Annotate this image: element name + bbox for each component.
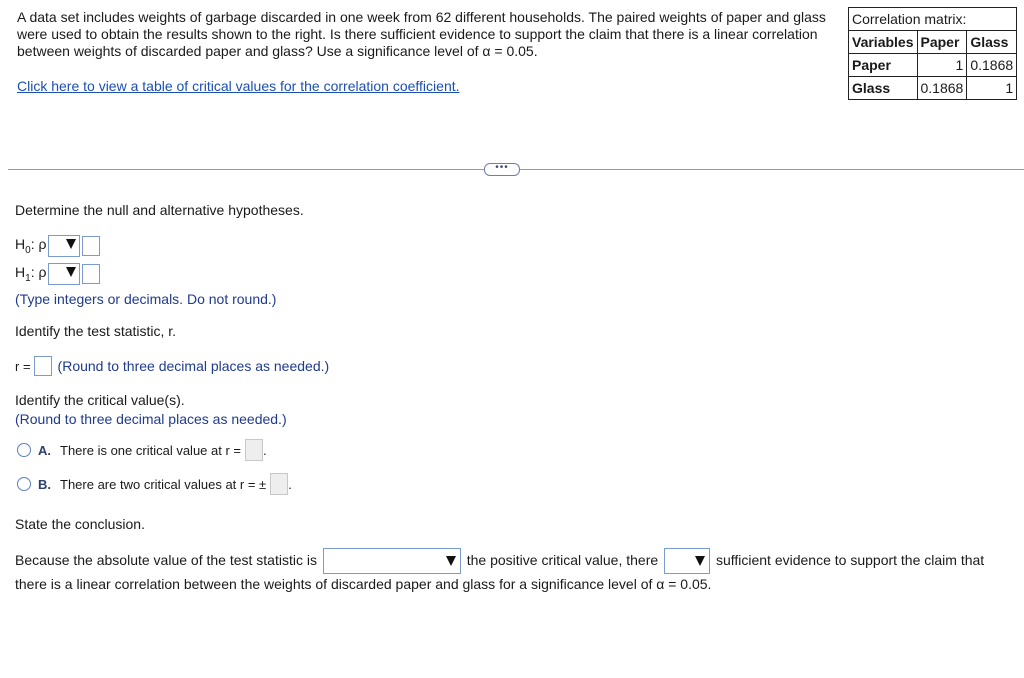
h1-operator-dropdown[interactable] bbox=[48, 263, 80, 285]
matrix-caption: Correlation matrix: bbox=[849, 8, 1017, 31]
h0-value-input[interactable] bbox=[82, 236, 100, 256]
critical-prompt: Identify the critical value(s). bbox=[15, 392, 185, 408]
matrix-row-glass bbox=[849, 77, 1017, 100]
matrix-cell: 1 bbox=[967, 77, 1017, 100]
conclusion-part-2: the positive critical value, there bbox=[466, 552, 659, 568]
h1-row bbox=[15, 263, 100, 285]
h1-value-input[interactable] bbox=[82, 264, 100, 284]
test-stat-label: r = bbox=[15, 358, 31, 374]
critical-values-link[interactable]: Click here to view a table of critical values for the correlation coefficient. bbox=[17, 78, 460, 94]
option-a-radio[interactable] bbox=[17, 443, 31, 457]
test-stat-prompt: Identify the test statistic, r. bbox=[15, 323, 177, 339]
matrix-header-paper: Paper bbox=[917, 31, 967, 54]
h0-operator-dropdown[interactable] bbox=[48, 235, 80, 257]
conclusion-prompt: State the conclusion. bbox=[15, 516, 145, 532]
test-stat-row bbox=[15, 356, 329, 376]
h0-label: $H_0$: ρ bbox=[15, 236, 47, 256]
h0-row bbox=[15, 235, 100, 257]
matrix-row-paper bbox=[849, 54, 1017, 77]
option-b-period: . bbox=[288, 476, 292, 492]
option-b[interactable] bbox=[17, 473, 292, 495]
hypotheses-hint: (Type integers or decimals. Do not round.) bbox=[15, 291, 277, 307]
matrix-header-row bbox=[849, 31, 1017, 54]
matrix-row-label: Glass bbox=[849, 77, 918, 100]
test-stat-input[interactable] bbox=[34, 356, 52, 376]
matrix-header-glass: Glass bbox=[967, 31, 1017, 54]
chevron-down-icon bbox=[695, 556, 705, 566]
option-a-letter: A. bbox=[38, 442, 51, 458]
conclusion-part-3: sufficient evidence to support the claim that bbox=[715, 552, 985, 568]
chevron-down-icon bbox=[66, 267, 76, 277]
problem-statement: A data set includes weights of garbage discarded in one week from 62 different households. The paired weights of paper and glass were used to obtain the results shown to the right. Is there sufficient evidence to support the claim that there is a linear correlation between weights of discarded paper and glass? Use a significance level of α = 0.05. bbox=[17, 9, 826, 59]
option-b-radio[interactable] bbox=[17, 477, 31, 491]
hypotheses-prompt: Determine the null and alternative hypotheses. bbox=[15, 202, 304, 218]
option-b-input[interactable] bbox=[270, 473, 288, 495]
option-a-period: . bbox=[263, 442, 267, 458]
matrix-cell: 0.1868 bbox=[917, 77, 967, 100]
option-a-text: There is one critical value at r = bbox=[60, 442, 241, 458]
expand-more-button[interactable]: ••• bbox=[484, 163, 520, 176]
matrix-row-label: Paper bbox=[849, 54, 918, 77]
option-b-letter: B. bbox=[38, 476, 51, 492]
conclusion-line-2: there is a linear correlation between the weights of discarded paper and glass for a significance level of α = 0.05. bbox=[15, 576, 712, 592]
test-stat-hint: (Round to three decimal places as needed.) bbox=[57, 358, 330, 374]
chevron-down-icon bbox=[446, 556, 456, 566]
option-a[interactable] bbox=[17, 439, 267, 461]
conclusion-line-1 bbox=[15, 547, 984, 574]
h1-label: $H_1$: ρ bbox=[15, 264, 47, 284]
matrix-header-variables: Variables bbox=[849, 31, 918, 54]
correlation-matrix bbox=[848, 7, 1017, 100]
comparison-dropdown[interactable] bbox=[323, 548, 461, 574]
option-b-text: There are two critical values at r = ± bbox=[60, 476, 267, 492]
chevron-down-icon bbox=[66, 239, 76, 249]
conclusion-part-1: Because the absolute value of the test statistic is bbox=[15, 552, 317, 568]
evidence-dropdown[interactable] bbox=[664, 548, 710, 574]
matrix-cell: 1 bbox=[917, 54, 967, 77]
matrix-cell: 0.1868 bbox=[967, 54, 1017, 77]
option-a-input[interactable] bbox=[245, 439, 263, 461]
critical-hint: (Round to three decimal places as needed.) bbox=[15, 411, 287, 427]
